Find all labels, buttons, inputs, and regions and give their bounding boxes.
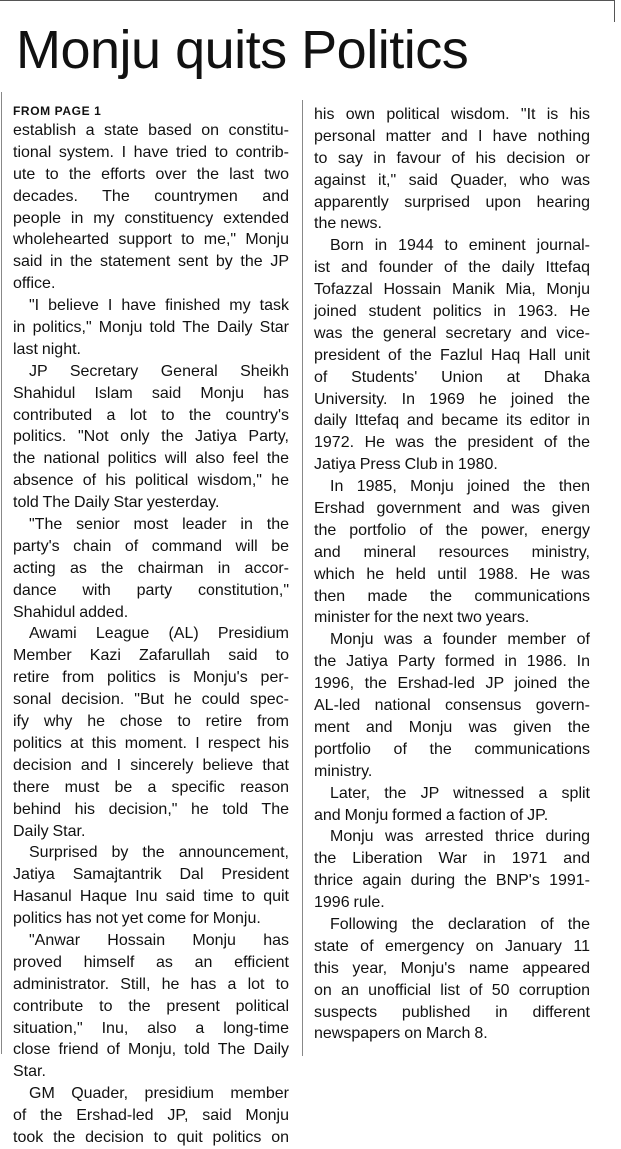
left-column (13, 102, 289, 1149)
text-line: personal matter and I have nothing (314, 127, 590, 145)
text-line: the portfolio of the power, energy (314, 521, 590, 539)
text-line: JP Secretary General Sheikh (29, 362, 289, 380)
left-column-text (13, 120, 289, 1149)
text-line: Hasanul Haque Inu said time to quit (13, 888, 289, 906)
text-line: there must be a specific reason (13, 778, 289, 796)
text-line: 1996 rule. (314, 894, 385, 912)
text-line: contribute to the present political (13, 997, 289, 1015)
text-line: Daily Star. (13, 822, 86, 840)
text-line: of Students' Union at Dhaka (314, 368, 590, 386)
text-line: Jatiya Press Club in 1980. (314, 456, 498, 474)
text-line: absence of his political wisdom," he (13, 472, 289, 490)
text-line: then made the communications (314, 587, 590, 605)
text-line: behind his decision," he told The (13, 800, 289, 818)
text-line: proved himself as an efficient (13, 953, 289, 971)
text-line: Awami League (AL) Presidium (29, 625, 289, 643)
text-line: Following the declaration of the (330, 915, 590, 933)
right-border-rule (614, 0, 615, 22)
text-line: "I believe I have finished my task (29, 297, 289, 315)
text-line: president of the Fazlul Haq Hall unit (314, 346, 590, 364)
text-line: daily Ittefaq and became its editor in (314, 412, 590, 430)
text-line: suspects published in different (314, 1003, 590, 1021)
text-line: last night. (13, 340, 81, 358)
text-line: Shahidul added. (13, 603, 129, 621)
text-line: decades. The countrymen and (13, 187, 289, 205)
text-line: the national politics will also feel the (13, 450, 289, 468)
text-line: office. (13, 275, 56, 293)
text-line: Monju was a founder member of (330, 631, 590, 649)
text-line: politics has not yet come for Monju. (13, 910, 261, 928)
headline: Monju quits Politics (16, 20, 469, 80)
text-line: politics at this moment. I respect his (13, 734, 289, 752)
text-line: decision and I sincerely believe that (13, 756, 289, 774)
text-line: Ershad government and was given (314, 500, 590, 518)
text-line: this year, Monju's name appeared (314, 959, 590, 977)
text-line: sonal decision. "But he could spec- (13, 691, 289, 709)
text-line: 1996, the Ershad-led JP joined the (314, 675, 590, 693)
text-line: in politics," Monju told The Daily Star (13, 319, 289, 337)
right-column-text (314, 104, 590, 1045)
text-line: ministry. (314, 762, 373, 780)
text-line: people in my constituency extended (13, 209, 289, 227)
text-line: situation," Inu, also a long-time (13, 1019, 289, 1037)
text-line: minister for the next two years. (314, 609, 530, 627)
text-line: ify why he chose to retire from (13, 713, 289, 731)
text-line: In 1985, Monju joined the then (330, 478, 590, 496)
text-line: Jatiya Samajtantrik Dal President (13, 866, 289, 884)
text-line: ment and Monju was given the (314, 718, 590, 736)
text-line: said in the statement sent by the JP (13, 253, 289, 271)
text-line: Shahidul Islam said Monju has (13, 384, 289, 402)
text-line: Born in 1944 to eminent journal- (330, 237, 590, 255)
text-line: Member Kazi Zafarullah said to (13, 647, 289, 665)
text-line: his own political wisdom. "It is his (314, 106, 590, 123)
text-line: establish a state based on constitu- (13, 122, 289, 139)
text-line: retire from politics is Monju's per- (13, 669, 289, 687)
text-line: wholehearted support to me," Monju (13, 231, 289, 249)
text-line: against it," said Quader, who was (314, 171, 590, 189)
text-line: apparently surprised upon hearing (314, 193, 590, 211)
text-line: close friend of Monju, told The Daily (13, 1041, 289, 1059)
text-line: and Monju formed a faction of JP. (314, 806, 549, 824)
kicker-from-page-1: FROM PAGE 1 (13, 104, 102, 118)
text-line: the Jatiya Party formed in 1986. In (314, 653, 590, 671)
text-line: dance with party constitution," (13, 581, 289, 599)
text-line: told The Daily Star yesterday. (13, 494, 220, 512)
text-line: GM Quader, presidium member (29, 1085, 289, 1103)
text-line: Surprised by the announcement, (29, 844, 289, 862)
text-line: Monju was arrested thrice during (330, 828, 590, 846)
text-line: 1972. He was the president of the (314, 434, 590, 452)
text-line: thrice again during the BNP's 1991- (314, 872, 590, 890)
text-line: AL-led national consensus govern- (314, 697, 590, 715)
text-line: the Liberation War in 1971 and (314, 850, 590, 868)
text-line: contributed a lot to the country's (13, 406, 289, 424)
text-line: party's chain of command will be (13, 537, 289, 555)
text-line: to say in favour of his decision or (314, 149, 590, 167)
text-line: tional system. I have tried to contrib- (13, 143, 289, 161)
text-line: ist and founder of the daily Ittefaq (314, 259, 590, 277)
text-line: "The senior most leader in the (29, 516, 289, 534)
text-line: the news. (314, 215, 382, 233)
text-line: which he held until 1988. He was (314, 565, 590, 583)
text-line: politics. "Not only the Jatiya Party, (13, 428, 289, 446)
right-column (314, 102, 590, 1045)
text-line: "Anwar Hossain Monju has (29, 931, 289, 949)
text-line: was the general secretary and vice- (314, 324, 590, 342)
text-line: on an unofficial list of 50 corruption (314, 981, 590, 999)
column-divider (302, 100, 303, 1056)
text-line: acting as the chairman in accor- (13, 559, 289, 577)
text-line: newspapers on March 8. (314, 1025, 488, 1043)
top-border-rule (0, 0, 614, 1)
text-line: of the Ershad-led JP, said Monju (13, 1107, 289, 1125)
text-line: ute to the efforts over the last two (13, 165, 289, 183)
text-line: University. In 1969 he joined the (314, 390, 590, 408)
text-line: Tofazzal Hossain Manik Mia, Monju (314, 281, 590, 299)
text-line: state of emergency on January 11 (314, 937, 590, 955)
text-line: Star. (13, 1063, 46, 1081)
text-line: joined student politics in 1963. He (314, 303, 590, 321)
text-line: portfolio of the communications (314, 740, 590, 758)
text-line: Later, the JP witnessed a split (330, 784, 590, 802)
text-line: took the decision to quit politics on (13, 1128, 289, 1146)
text-line: administrator. Still, he has a lot to (13, 975, 289, 993)
text-line: and mineral resources ministry, (314, 543, 590, 561)
left-border-rule (1, 92, 2, 1054)
